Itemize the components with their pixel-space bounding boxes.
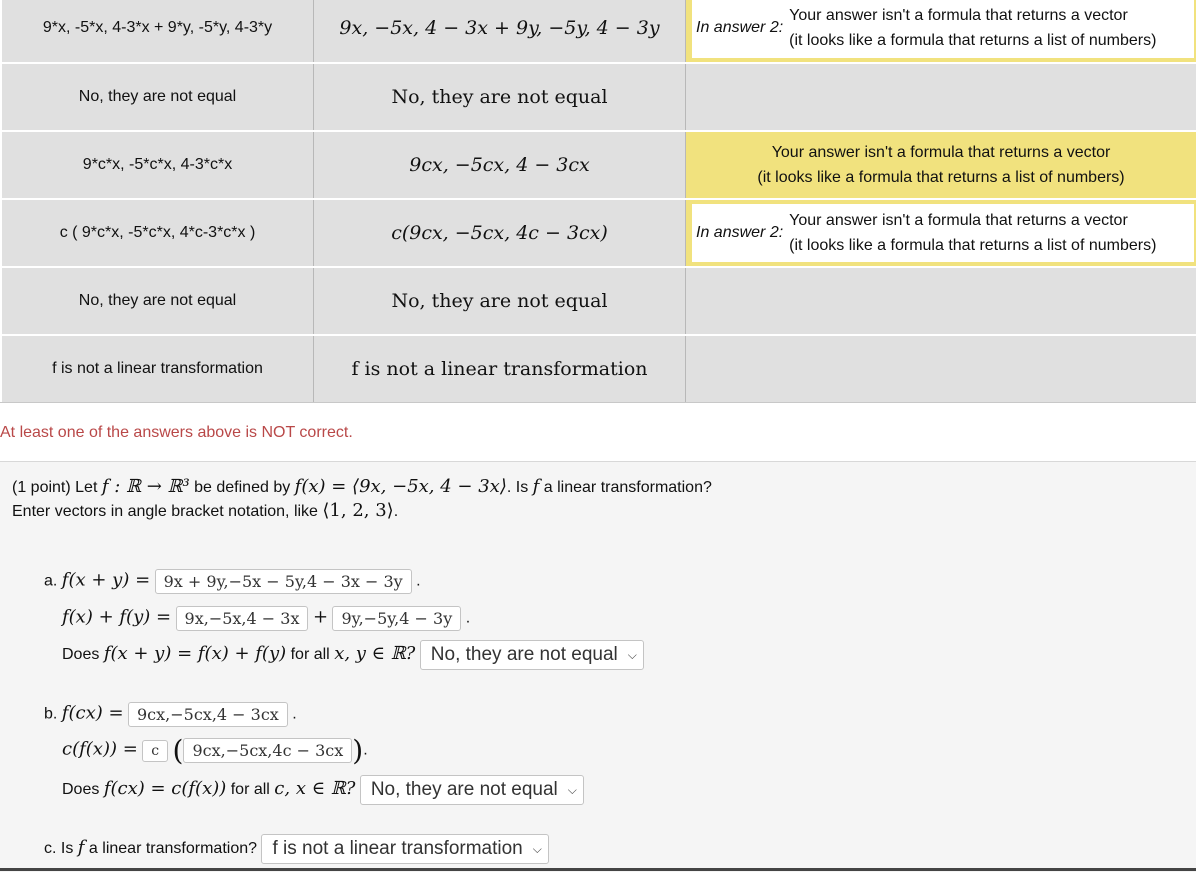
part-a-line-2: f(x) + f(y) = 9x,−5x,4 − 3x + 9y,−5y,4 − 3y . <box>62 606 470 631</box>
result-cell <box>686 268 1196 334</box>
preview-cell: No, they are not equal <box>314 268 686 334</box>
part-a-question <box>62 640 644 670</box>
question-text: for all <box>290 646 330 664</box>
answer-input[interactable]: 9x,−5x,4 − 3x <box>176 606 309 631</box>
answer-input[interactable]: 9y,−5y,4 − 3y <box>332 606 461 631</box>
answer-ref-label: In answer 2: <box>696 19 784 36</box>
part-c-question <box>44 834 549 864</box>
answer-input[interactable]: 9x + 9y,−5x − 5y,4 − 3x − 3y <box>155 569 412 594</box>
instruction-example: ⟨1, 2, 3⟩ <box>322 500 394 521</box>
part-label: c. Is <box>44 840 74 858</box>
question-math: c, x ∈ ℝ? <box>274 778 356 800</box>
entered-cell: c ( 9*c*x, -5*c*x, 4*c-3*c*x ) <box>2 200 314 266</box>
preview-cell: f is not a linear transformation <box>314 336 686 402</box>
preview-cell: c(9cx, −5cx, 4c − 3cx) <box>314 200 686 266</box>
preview-cell: 9cx, −5cx, 4 − 3cx <box>314 132 686 198</box>
message-line: (it looks like a formula that returns a list of numbers) <box>757 169 1125 186</box>
chevron-down-icon: ⌵ <box>532 841 542 856</box>
message-line: Your answer isn't a formula that returns a vector <box>789 212 1128 229</box>
result-message-box <box>692 204 1194 262</box>
status-message: At least one of the answers above is NOT correct. <box>0 424 353 441</box>
result-cell <box>686 132 1196 198</box>
statement-text: . Is <box>506 479 529 496</box>
statement-text: be defined by <box>194 479 291 496</box>
question-text: for all <box>230 781 270 799</box>
preview-cell: 9x, −5x, 4 − 3x + 9y, −5y, 4 − 3y <box>314 0 686 62</box>
table-row <box>0 200 1196 266</box>
part-a-line-1: a. f(x + y) = 9x + 9y,−5x − 5y,4 − 3x − 3y . <box>44 569 421 594</box>
answer-ref-label: In answer 2: <box>696 224 784 241</box>
part-label: b. <box>44 705 58 723</box>
result-cell <box>686 0 1196 62</box>
table-row <box>0 132 1196 198</box>
instruction-text: Enter vectors in angle bracket notation, like <box>12 503 318 520</box>
answer-input[interactable]: 9cx,−5cx,4 − 3cx <box>128 702 288 727</box>
table-row <box>0 268 1196 334</box>
select-value: No, they are not equal <box>370 779 558 800</box>
result-cell <box>686 64 1196 130</box>
chevron-down-icon: ⌵ <box>567 782 577 797</box>
question-text: Does <box>62 781 100 799</box>
question-text: Does <box>62 646 100 664</box>
instruction: Enter vectors in angle bracket notation, like ⟨1, 2, 3⟩. <box>12 500 399 521</box>
function-definition: f(x) = ⟨9x, −5x, 4 − 3x⟩ <box>294 476 507 497</box>
result-cell <box>686 200 1196 266</box>
question-math: f(cx) = c(f(x)) <box>103 778 227 800</box>
function-symbol: f <box>77 837 85 859</box>
equation-lhs: f(cx) = <box>61 702 124 724</box>
answer-input[interactable]: 9cx,−5cx,4c − 3cx <box>183 738 352 763</box>
points-label: (1 point) Let <box>12 479 98 496</box>
equation-lhs: c(f(x)) = <box>62 738 138 760</box>
result-message-box <box>692 0 1194 58</box>
scalar-input[interactable]: c <box>142 740 168 762</box>
function-domain: f : ℝ → ℝ³ <box>101 476 190 497</box>
table-row <box>0 0 1196 62</box>
problem-panel <box>0 461 1196 872</box>
select-value: f is not a linear transformation <box>272 838 523 859</box>
result-message <box>757 140 1124 190</box>
answer-select[interactable] <box>360 775 584 805</box>
part-b-question <box>62 775 584 805</box>
preview-cell: No, they are not equal <box>314 64 686 130</box>
equation-lhs: f(x) + f(y) = <box>62 606 172 628</box>
answer-select[interactable] <box>420 640 644 670</box>
plus-sign: + <box>312 606 329 628</box>
entered-cell: 9*x, -5*x, 4-3*x + 9*y, -5*y, 4-3*y <box>2 0 314 62</box>
statement-text: a linear transformation? <box>543 479 712 496</box>
message-line: (it looks like a formula that returns a list of numbers) <box>789 237 1157 254</box>
part-label: a. <box>44 572 58 590</box>
question-math: f(x + y) = f(x) + f(y) <box>103 643 287 665</box>
table-row <box>0 336 1196 402</box>
message-line: Your answer isn't a formula that returns a vector <box>789 7 1128 24</box>
result-message <box>789 3 1156 53</box>
message-line: (it looks like a formula that returns a list of numbers) <box>789 32 1157 49</box>
entered-cell: 9*c*x, -5*c*x, 4-3*c*x <box>2 132 314 198</box>
problem-statement <box>12 476 712 497</box>
chevron-down-icon: ⌵ <box>627 647 637 662</box>
entered-cell: No, they are not equal <box>2 64 314 130</box>
message-line: Your answer isn't a formula that returns a vector <box>771 144 1111 161</box>
part-b-line-1: b. f(cx) = 9cx,−5cx,4 − 3cx . <box>44 702 297 727</box>
question-text: a linear transformation? <box>88 840 258 858</box>
equation-lhs: f(x + y) = <box>61 569 151 591</box>
question-math: x, y ∈ ℝ? <box>334 643 416 665</box>
result-cell <box>686 336 1196 402</box>
part-b-line-2: c(f(x)) = c ( 9cx,−5cx,4c − 3cx ). <box>62 734 368 767</box>
answer-select[interactable] <box>261 834 548 864</box>
entered-cell: f is not a linear transformation <box>2 336 314 402</box>
table-row <box>0 64 1196 130</box>
function-symbol: f <box>532 476 540 497</box>
select-value: No, they are not equal <box>430 644 618 665</box>
entered-cell: No, they are not equal <box>2 268 314 334</box>
result-message <box>789 208 1156 258</box>
